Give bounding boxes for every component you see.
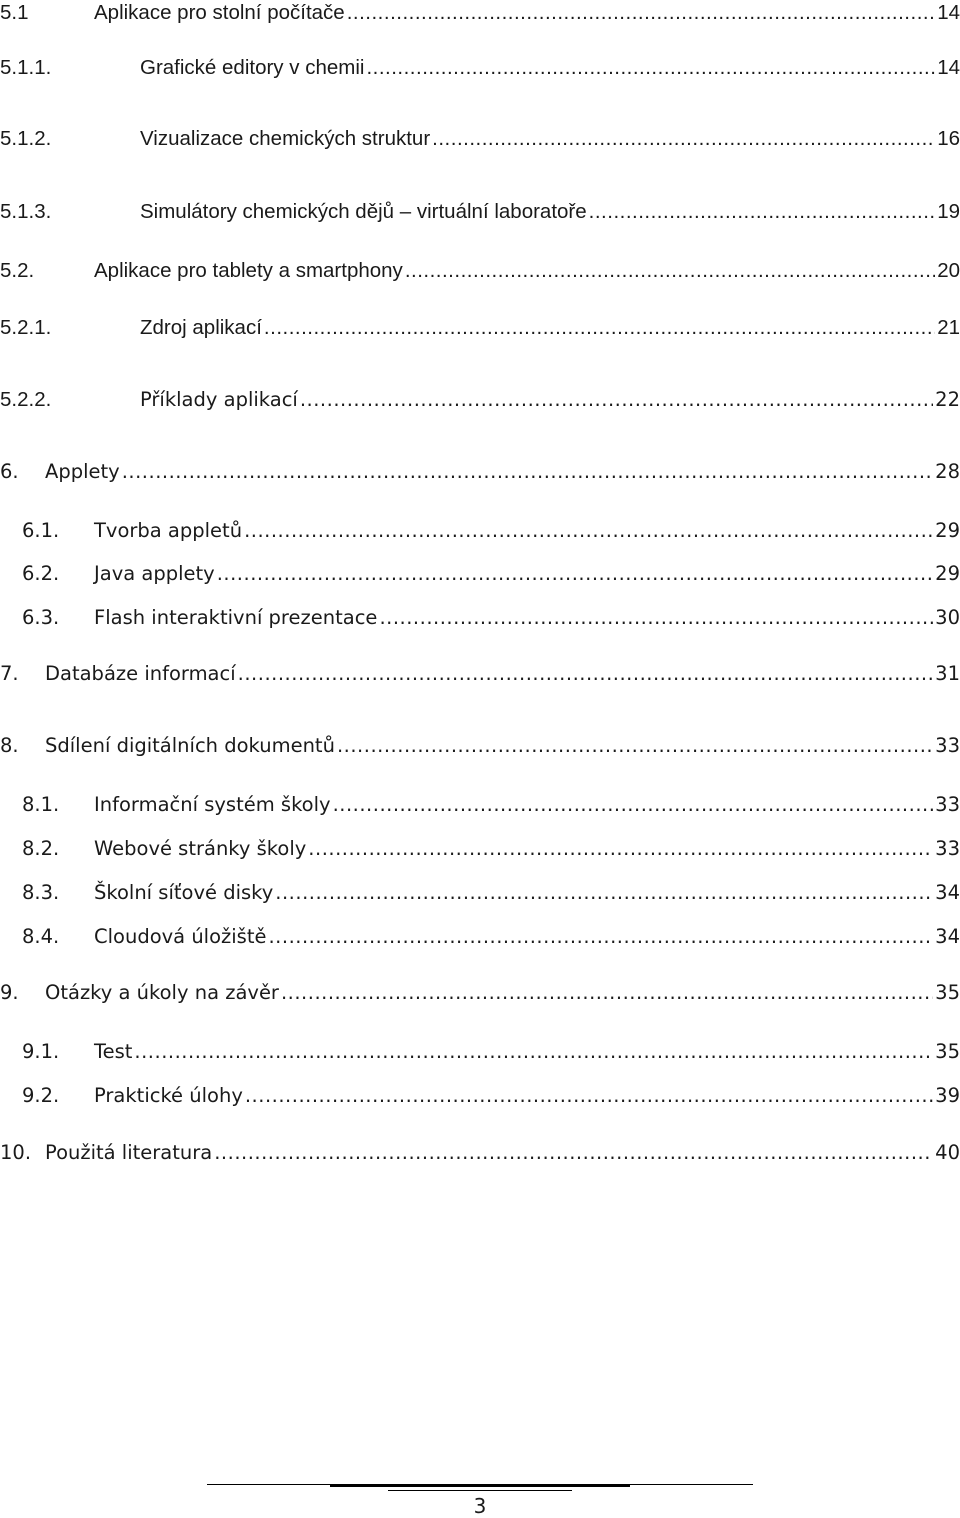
toc-entry-number: 8.2. — [22, 837, 60, 860]
toc-entry-number: 8. — [0, 734, 19, 757]
toc-dot-leader — [122, 455, 933, 489]
toc-dot-leader — [281, 976, 933, 1010]
toc-entry[interactable] — [0, 976, 960, 1010]
toc-entry[interactable] — [0, 729, 960, 763]
toc-entry-number: 6.3. — [22, 606, 60, 629]
toc-entry[interactable] — [0, 1136, 960, 1170]
toc-dot-leader — [300, 383, 933, 417]
toc-entry-title: Aplikace pro stolní počítače — [94, 1, 345, 24]
toc-entry[interactable] — [0, 0, 960, 30]
toc-entry-page: 34 — [935, 925, 960, 948]
toc-entry-page: 14 — [937, 1, 960, 24]
toc-entry-number: 5.2.1. — [0, 316, 52, 339]
toc-entry-title: Vizualizace chemických struktur — [140, 127, 431, 150]
toc-entry[interactable] — [0, 657, 960, 691]
toc-entry[interactable] — [0, 195, 960, 229]
toc-entry[interactable] — [0, 920, 960, 954]
toc-entry[interactable] — [0, 51, 960, 85]
toc-dot-leader — [379, 601, 933, 635]
toc-entry-title: Příklady aplikací — [140, 388, 298, 411]
toc-entry[interactable] — [0, 557, 960, 591]
toc-entry-title: Sdílení digitálních dokumentů — [45, 734, 335, 757]
toc-entry-title: Informační systém školy — [94, 793, 331, 816]
toc-entry-title: Webové stránky školy — [94, 837, 307, 860]
toc-entry[interactable] — [0, 601, 960, 635]
toc-entry-title: Aplikace pro tablety a smartphony — [94, 259, 403, 282]
toc-entry[interactable] — [0, 514, 960, 548]
toc-entry-page: 14 — [937, 56, 960, 79]
toc-entry-title: Cloudová úložiště — [94, 925, 267, 948]
toc-entry-title: Test — [94, 1040, 133, 1063]
toc-entry-number: 6.1. — [22, 519, 60, 542]
toc-entry-page: 22 — [935, 388, 960, 411]
toc-entry-number: 8.3. — [22, 881, 60, 904]
toc-entry-number: 5.1.1. — [0, 56, 52, 79]
toc-entry-title: Java applety — [94, 562, 215, 585]
toc-entry[interactable] — [0, 788, 960, 822]
toc-entry-title: Použitá literatura — [45, 1141, 213, 1164]
toc-entry-title: Školní síťové disky — [94, 881, 274, 904]
toc-entry-number: 9.1. — [22, 1040, 60, 1063]
toc-dot-leader — [217, 557, 933, 591]
toc-entry-page: 29 — [935, 562, 960, 585]
page-number: 3 — [473, 1494, 487, 1518]
toc-entry-title: Databáze informací — [45, 662, 236, 685]
toc-entry-title: Tvorba appletů — [94, 519, 243, 542]
toc-entry-number: 9. — [0, 981, 19, 1004]
toc-entry[interactable] — [0, 122, 960, 156]
toc-dot-leader — [432, 122, 935, 156]
toc-entry-page: 19 — [937, 200, 960, 223]
toc-entry[interactable] — [0, 311, 960, 345]
toc-entry-page: 30 — [935, 606, 960, 629]
toc-entry-number: 9.2. — [22, 1084, 60, 1107]
toc-dot-leader — [589, 195, 936, 229]
toc-entry-number: 6.2. — [22, 562, 60, 585]
toc-dot-leader — [214, 1136, 933, 1170]
toc-dot-leader — [405, 254, 935, 288]
toc-entry-title: Applety — [45, 460, 120, 483]
toc-entry[interactable] — [0, 876, 960, 910]
toc-dot-leader — [275, 876, 933, 910]
toc-entry-title: Zdroj aplikací — [140, 316, 262, 339]
toc-entry[interactable] — [0, 1035, 960, 1069]
toc-entry-page: 40 — [935, 1141, 960, 1164]
toc-entry-page: 33 — [935, 793, 960, 816]
toc-entry-page: 29 — [935, 519, 960, 542]
toc-entry-number: 5.1.2. — [0, 127, 52, 150]
toc-entry-page: 33 — [935, 837, 960, 860]
toc-dot-leader — [245, 1079, 933, 1113]
toc-entry-number: 7. — [0, 662, 19, 685]
toc-entry[interactable] — [0, 254, 960, 288]
toc-dot-leader — [268, 920, 933, 954]
toc-entry-title: Praktické úlohy — [94, 1084, 243, 1107]
toc-entry-number: 6. — [0, 460, 19, 483]
toc-entry-page: 31 — [935, 662, 960, 685]
toc-entry-page: 35 — [935, 981, 960, 1004]
toc-entry-page: 16 — [937, 127, 960, 150]
toc-entry-page: 39 — [935, 1084, 960, 1107]
toc-dot-leader — [244, 514, 933, 548]
toc-entry-number: 8.1. — [22, 793, 60, 816]
toc-entry-page: 21 — [937, 316, 960, 339]
toc-entry-number: 10. — [0, 1141, 32, 1164]
toc-entry[interactable] — [0, 383, 960, 417]
toc-entry-title: Simulátory chemických dějů – virtuální laboratoře — [140, 200, 587, 223]
toc-dot-leader — [308, 832, 933, 866]
toc-dot-leader — [337, 729, 933, 763]
toc-entry-number: 5.2. — [0, 259, 35, 282]
toc-entry-number: 5.2.2. — [0, 388, 52, 411]
toc-dot-leader — [264, 311, 935, 345]
toc-entry-page: 35 — [935, 1040, 960, 1063]
toc-dot-leader — [366, 51, 935, 85]
toc-entry-page: 20 — [937, 259, 960, 282]
toc-entry-title: Grafické editory v chemii — [140, 56, 365, 79]
footer-rule — [330, 1485, 630, 1487]
toc-entry-page: 34 — [935, 881, 960, 904]
toc-entry[interactable] — [0, 1079, 960, 1113]
toc-entry-number: 5.1.3. — [0, 200, 52, 223]
toc-entry-title: Flash interaktivní prezentace — [94, 606, 378, 629]
toc-entry-page: 33 — [935, 734, 960, 757]
toc-entry[interactable] — [0, 832, 960, 866]
toc-entry-number: 5.1 — [0, 1, 29, 24]
toc-entry-number: 8.4. — [22, 925, 60, 948]
footer-rule — [388, 1490, 572, 1491]
toc-dot-leader — [347, 0, 935, 30]
toc-entry-title: Otázky a úkoly na závěr — [45, 981, 279, 1004]
toc-dot-leader — [238, 657, 934, 691]
toc-dot-leader — [333, 788, 934, 822]
toc-entry-page: 28 — [935, 460, 960, 483]
toc-dot-leader — [134, 1035, 933, 1069]
toc-entry[interactable] — [0, 455, 960, 489]
